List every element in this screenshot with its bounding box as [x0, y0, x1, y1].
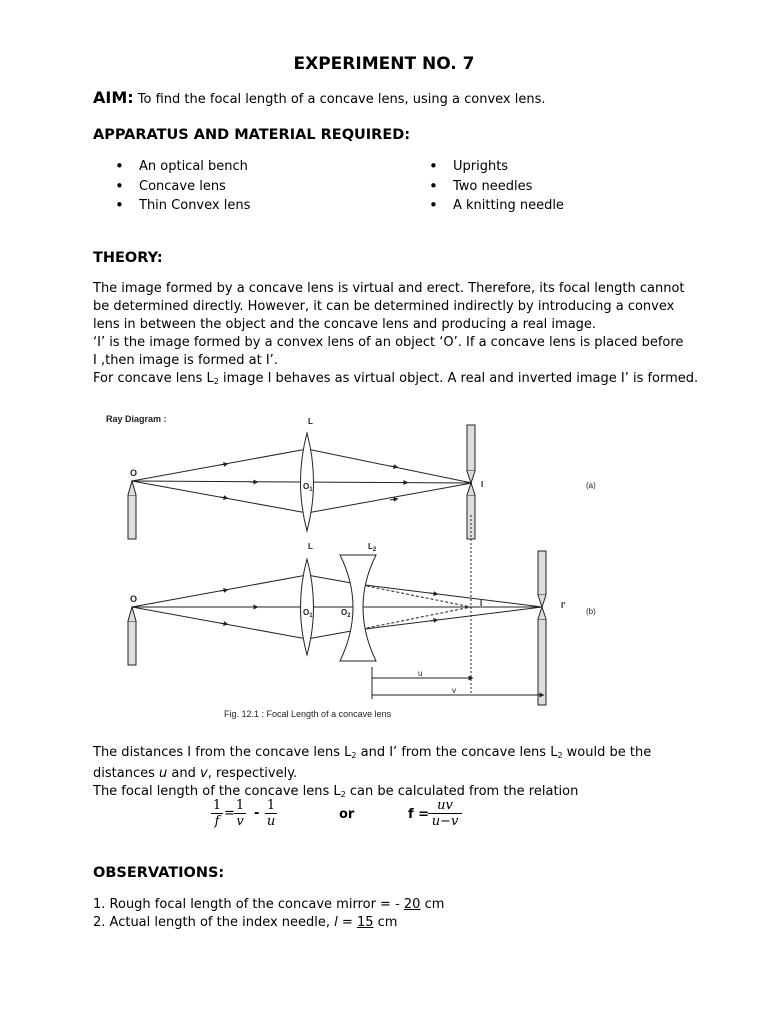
apparatus-heading: APPARATUS AND MATERIAL REQUIRED:	[93, 127, 411, 143]
label-i: I	[480, 599, 483, 608]
label-i-prime: I'	[561, 601, 566, 610]
label-o1-text: O	[303, 608, 310, 617]
numerator: 1	[212, 798, 222, 813]
label-l2-text: L	[368, 542, 373, 551]
theory-line: The image formed by a concave lens is virtual and erect. Therefore, its focal length cannot	[93, 281, 685, 296]
image-pin-b-bottom	[538, 619, 546, 705]
label-o1-text: O	[303, 482, 310, 491]
object-pin-a	[128, 495, 136, 539]
convex-lens-b	[301, 559, 314, 655]
image-pin-b-top	[538, 551, 546, 595]
ray-diagram-label: Ray Diagram :	[106, 414, 167, 424]
fraction-one-over-u	[265, 798, 277, 829]
label-b: (b)	[586, 607, 596, 616]
observation-item	[93, 914, 683, 932]
text-fragment: The focal length of the concave lens L	[93, 784, 341, 799]
label-l1: L	[308, 417, 313, 426]
label-l1: L	[308, 542, 313, 551]
figure-caption: Fig. 12.1 : Focal Length of a concave lens	[224, 709, 392, 719]
observation-item	[93, 896, 683, 914]
observations-text	[93, 896, 683, 932]
label-l2-sub: 2	[372, 547, 377, 553]
list-item: • Concave lens	[115, 177, 250, 197]
index-needle-length-value: 15	[356, 915, 374, 930]
label-o2-text: O	[341, 608, 348, 617]
subscript: 2	[213, 377, 219, 386]
label-o1-sub: 1	[309, 613, 313, 619]
theory-line	[93, 370, 699, 391]
relation-text	[93, 744, 683, 804]
list-item: • An optical bench	[115, 157, 250, 177]
fraction-one-over-v	[234, 798, 246, 829]
object-pin-b	[128, 621, 136, 665]
denominator: v	[234, 813, 246, 829]
text-fragment: cm	[420, 897, 445, 912]
theory-text	[93, 280, 699, 391]
aim-text: To find the focal length of a concave lens, using a convex lens.	[133, 92, 546, 107]
subscript: 2	[557, 751, 563, 760]
rough-focal-length-value: 20	[403, 897, 421, 912]
theory-line: I ,then image is formed at I’.	[93, 353, 278, 368]
theory-text-fragment: image I behaves as virtual object. A real and inverted image I’ is formed.	[218, 371, 699, 386]
relation-line	[93, 744, 683, 765]
list-item: • Two needles	[429, 177, 564, 197]
list-item: • A knitting needle	[429, 196, 564, 216]
image-pin-a-top	[467, 425, 475, 471]
numerator: uv	[437, 798, 453, 813]
or-text: or	[339, 807, 355, 822]
aim-label: AIM:	[93, 88, 134, 107]
fraction-one-over-f	[211, 798, 223, 829]
fraction-uv-over-u-minus-v	[428, 798, 462, 829]
list-item: • Uprights	[429, 157, 564, 177]
numerator: 1	[235, 798, 245, 813]
aim-section	[93, 88, 546, 107]
text-fragment: and I’ from the concave lens L	[356, 745, 558, 760]
label-o2	[341, 608, 351, 619]
variable-u: u	[159, 766, 168, 781]
text-fragment: The distances I from the concave lens L	[93, 745, 352, 760]
text-fragment: =	[337, 915, 357, 930]
text-fragment: , respectively.	[207, 766, 298, 781]
label-o: O	[130, 468, 138, 478]
label-l2	[368, 542, 377, 553]
subscript: 2	[340, 790, 346, 799]
text-fragment: distances	[93, 766, 159, 781]
observations-heading: OBSERVATIONS:	[93, 865, 225, 881]
lens-formula	[0, 796, 768, 836]
label-o1-sub: 1	[309, 487, 313, 493]
numerator: 1	[266, 798, 276, 813]
text-fragment: 1. Rough focal length of the concave mirror = -	[93, 897, 404, 912]
theory-line: ‘I’ is the image formed by a convex lens of an object ‘O’. If a concave lens is placed before	[93, 335, 684, 350]
label-o2-sub: 2	[347, 613, 351, 619]
theory-text-fragment: For concave lens L	[93, 371, 214, 386]
text-fragment: cm	[373, 915, 398, 930]
denominator: u	[266, 814, 276, 829]
label-i: I	[481, 480, 484, 489]
theory-line: lens in between the object and the concave lens and producing a real image.	[93, 317, 597, 332]
f-equals: f =	[408, 807, 430, 822]
label-a: (a)	[586, 481, 596, 490]
apparatus-list-left	[115, 157, 250, 216]
subscript: 2	[351, 751, 357, 760]
label-v: v	[452, 686, 456, 695]
text-fragment: and	[167, 766, 200, 781]
page-title: EXPERIMENT NO. 7	[293, 54, 475, 74]
text-fragment: 2. Actual length of the index needle,	[93, 915, 335, 930]
ray-diagram	[100, 395, 620, 725]
denominator: u−v	[428, 813, 462, 829]
denominator: f	[211, 813, 223, 829]
label-o: O	[130, 594, 138, 604]
label-u: u	[418, 669, 423, 678]
equals-sign: =	[224, 806, 235, 821]
theory-line: be determined directly. However, it can be determined indirectly by introducing a convex	[93, 299, 675, 314]
theory-heading: THEORY:	[93, 250, 163, 266]
apparatus-list-right	[429, 157, 564, 216]
variable-l: l	[334, 915, 338, 930]
minus-sign: -	[254, 806, 260, 821]
relation-line	[93, 765, 683, 783]
list-item: • Thin Convex lens	[115, 196, 250, 216]
text-fragment: can be calculated from the relation	[345, 784, 579, 799]
variable-v: v	[199, 766, 208, 781]
text-fragment: would be the	[562, 745, 652, 760]
